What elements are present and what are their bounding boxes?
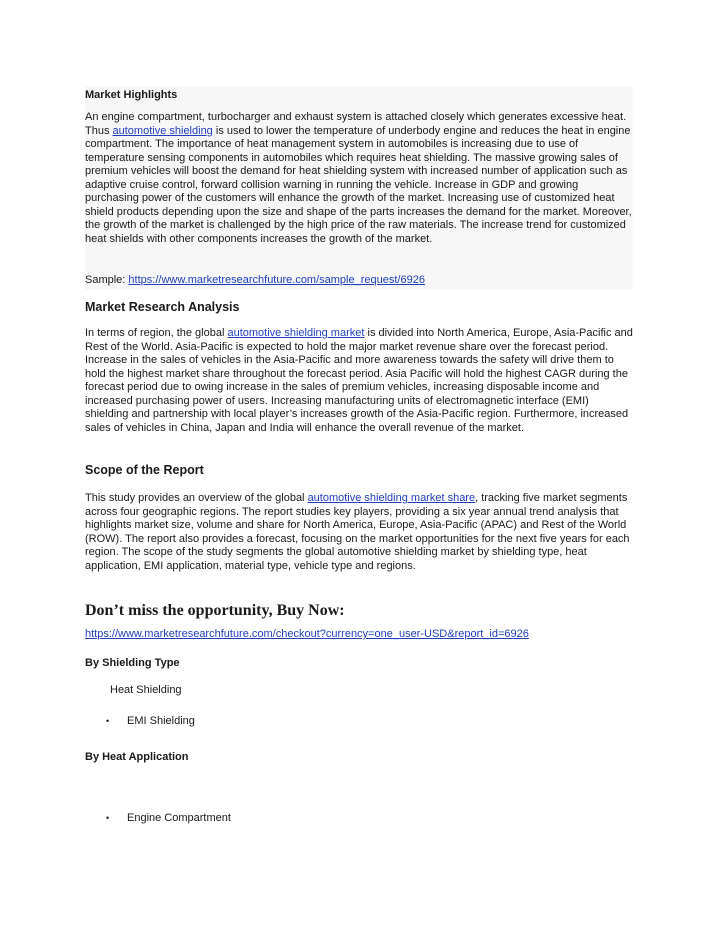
- automotive-shielding-market-link[interactable]: automotive shielding market: [227, 327, 365, 339]
- paragraph-text: An engine compartment, turbocharger and exhaust system is attached closely which generates excessive heat. Thus: [85, 111, 627, 137]
- automotive-shielding-market-share-link[interactable]: automotive shielding market share: [307, 492, 476, 504]
- automotive-shielding-link[interactable]: automotive shielding: [112, 124, 213, 137]
- shielding-type-heading: By Shielding Type: [85, 657, 180, 669]
- market-highlights-heading: Market Highlights: [85, 89, 178, 101]
- checkout-line: [85, 627, 633, 641]
- bullet-icon: •: [106, 716, 110, 726]
- market-research-analysis-paragraph: [85, 327, 633, 435]
- scope-of-report-paragraph: [85, 492, 633, 573]
- paragraph-text: is divided into North America, Europe, Asia-Pacific and Rest of the World. Asia-Pacific is expected to hold the major market revenue share over the forecast period. Increase in the sales of vehicles in the Asia-Pacific and more awareness towards the safety will drive them to hold the highest market share throughout the forecast period. Asia Pacific will hold the highest CAGR during the forecast period due to owing increase in the sales of premium vehicles, increasing disposable income and increased purchasing power of users. Increasing manufacturing units of electromagnetic interface (EMI) shielding and partnership with local player’s increases growth of the Asia-Pacific region. Furthermore, increased sales of vehicles in China, Japan and India will enhance the overall revenue of the market.: [85, 327, 633, 434]
- list-item-emi-shielding: EMI Shielding: [127, 715, 195, 727]
- paragraph-text: , tracking five market segments across four geographic regions. The report studies key players, providing a six year annual trend analysis that highlights market size, volume and share for North America, Europe, Asia-Pacific (APAC) and Rest of the World (ROW). The report also provides a forecast, focusing on the market opportunities for the next five years for each region. The scope of the study segments the global automotive shielding market by shielding type, heat application, EMI application, material type, vehicle type and regions.: [85, 492, 630, 572]
- market-highlights-paragraph: [85, 111, 633, 246]
- market-highlights-section: [85, 86, 633, 290]
- sample-request-link[interactable]: https://www.marketresearchfuture.com/sample_request/6926: [128, 274, 425, 286]
- paragraph-text: This study provides an overview of the global: [85, 492, 308, 504]
- scope-of-report-heading: Scope of the Report: [85, 463, 204, 477]
- list-item-heat-shielding: Heat Shielding: [110, 684, 182, 696]
- heat-application-heading: By Heat Application: [85, 751, 189, 763]
- paragraph-text: is used to lower the temperature of underbody engine and reduces the heat in engine compartment. The importance of heat management system in automobiles is increasing due to use of temperature sensing components in automobiles which requires heat shielding. The massive growing sales of premium vehicles will boost the demand for heat shielding system with increased number of application such as adaptive cruise control, forward collision warning in running the vehicle. Increase in GDP and growing purchasing power of the customers will enhance the growth of the market. Increasing use of customized heat shield products depending upon the size and shape of the parts increases the demand for the market. Moreover, the growth of the market is challenged by the high price of the raw materials. The increase trend for customized heat shields with other components increases the growth of the market.: [85, 124, 632, 245]
- buy-now-heading: Don’t miss the opportunity, Buy Now:: [85, 602, 345, 619]
- sample-line: [85, 273, 425, 287]
- sample-label: Sample:: [85, 274, 129, 286]
- checkout-link[interactable]: https://www.marketresearchfuture.com/checkout?currency=one_user-USD&report_id=6926: [85, 628, 529, 640]
- market-research-analysis-heading: Market Research Analysis: [85, 300, 240, 314]
- bullet-icon: •: [106, 813, 110, 823]
- list-item-engine-compartment: Engine Compartment: [127, 812, 231, 824]
- paragraph-text: In terms of region, the global: [85, 327, 228, 339]
